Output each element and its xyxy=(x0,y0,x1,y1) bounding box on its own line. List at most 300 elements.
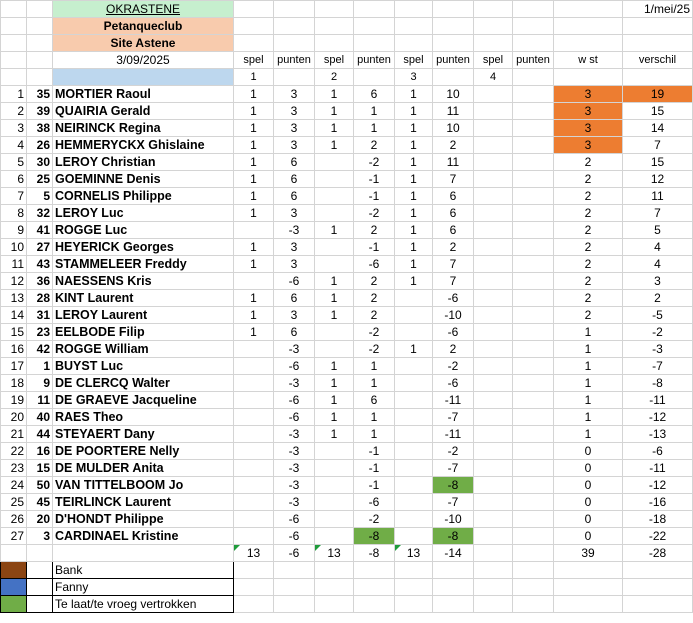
difference-cell[interactable]: -16 xyxy=(623,494,693,511)
difference-cell[interactable]: -8 xyxy=(623,375,693,392)
rank-cell[interactable]: 1 xyxy=(1,86,27,103)
score-cell[interactable] xyxy=(474,511,513,528)
difference-cell[interactable]: -11 xyxy=(623,392,693,409)
cell[interactable] xyxy=(433,1,474,18)
rank-cell[interactable]: 14 xyxy=(1,307,27,324)
score-cell[interactable] xyxy=(395,426,433,443)
score-cell[interactable]: -6 xyxy=(274,511,315,528)
score-cell[interactable] xyxy=(315,171,354,188)
score-cell[interactable] xyxy=(474,494,513,511)
score-cell[interactable] xyxy=(315,324,354,341)
score-cell[interactable] xyxy=(315,205,354,222)
wins-cell[interactable]: 1 xyxy=(554,341,623,358)
score-cell[interactable] xyxy=(234,494,274,511)
wins-cell[interactable]: 2 xyxy=(554,290,623,307)
total-cell[interactable]: -14 xyxy=(433,545,474,562)
score-cell[interactable] xyxy=(474,154,513,171)
cell[interactable] xyxy=(395,562,433,579)
cell[interactable] xyxy=(53,545,234,562)
score-cell[interactable] xyxy=(474,222,513,239)
player-number-cell[interactable]: 11 xyxy=(27,392,53,409)
player-name-cell[interactable]: KINT Laurent xyxy=(53,290,234,307)
rank-cell[interactable]: 24 xyxy=(1,477,27,494)
score-cell[interactable] xyxy=(234,511,274,528)
score-cell[interactable]: -6 xyxy=(274,358,315,375)
score-cell[interactable]: 1 xyxy=(315,290,354,307)
score-cell[interactable]: 7 xyxy=(433,171,474,188)
cell[interactable] xyxy=(554,579,623,596)
wins-cell[interactable]: 3 xyxy=(554,103,623,120)
score-cell[interactable] xyxy=(315,460,354,477)
cell[interactable] xyxy=(554,596,623,613)
score-cell[interactable]: -3 xyxy=(274,426,315,443)
score-cell[interactable] xyxy=(395,409,433,426)
score-cell[interactable] xyxy=(513,188,554,205)
player-number-cell[interactable]: 41 xyxy=(27,222,53,239)
cell[interactable] xyxy=(315,1,354,18)
cell[interactable] xyxy=(27,69,53,86)
score-cell[interactable]: 1 xyxy=(315,120,354,137)
score-cell[interactable]: 3 xyxy=(274,307,315,324)
score-cell[interactable] xyxy=(513,273,554,290)
score-cell[interactable] xyxy=(474,239,513,256)
cell[interactable] xyxy=(315,562,354,579)
cell[interactable] xyxy=(513,596,554,613)
score-cell[interactable]: 1 xyxy=(234,307,274,324)
difference-cell[interactable]: 5 xyxy=(623,222,693,239)
score-cell[interactable] xyxy=(234,273,274,290)
score-cell[interactable]: 1 xyxy=(234,120,274,137)
score-cell[interactable] xyxy=(513,239,554,256)
difference-cell[interactable]: 19 xyxy=(623,86,693,103)
total-cell[interactable] xyxy=(474,545,513,562)
score-cell[interactable]: 6 xyxy=(354,392,395,409)
score-cell[interactable]: 1 xyxy=(395,256,433,273)
score-cell[interactable]: 1 xyxy=(234,188,274,205)
score-cell[interactable] xyxy=(315,256,354,273)
score-cell[interactable]: -7 xyxy=(433,460,474,477)
score-cell[interactable] xyxy=(474,137,513,154)
score-cell[interactable]: 1 xyxy=(395,171,433,188)
score-cell[interactable]: 6 xyxy=(274,171,315,188)
score-cell[interactable] xyxy=(513,137,554,154)
difference-cell[interactable]: 11 xyxy=(623,188,693,205)
score-cell[interactable]: 3 xyxy=(274,256,315,273)
cell[interactable] xyxy=(395,1,433,18)
score-cell[interactable] xyxy=(474,273,513,290)
player-name-cell[interactable]: NAESSENS Kris xyxy=(53,273,234,290)
score-cell[interactable]: 1 xyxy=(315,103,354,120)
score-cell[interactable] xyxy=(234,341,274,358)
score-cell[interactable] xyxy=(513,528,554,545)
rank-cell[interactable]: 15 xyxy=(1,324,27,341)
score-cell[interactable]: 1 xyxy=(395,137,433,154)
cell[interactable] xyxy=(554,562,623,579)
rank-cell[interactable]: 20 xyxy=(1,409,27,426)
score-cell[interactable]: -2 xyxy=(354,341,395,358)
cell[interactable] xyxy=(274,1,315,18)
score-cell[interactable]: 1 xyxy=(395,239,433,256)
rank-cell[interactable]: 23 xyxy=(1,460,27,477)
score-cell[interactable]: -10 xyxy=(433,307,474,324)
cell[interactable] xyxy=(274,562,315,579)
col-wst[interactable]: w st xyxy=(554,52,623,69)
player-name-cell[interactable]: LEROY Christian xyxy=(53,154,234,171)
player-name-cell[interactable]: CORNELIS Philippe xyxy=(53,188,234,205)
score-cell[interactable]: 1 xyxy=(234,171,274,188)
score-cell[interactable]: 1 xyxy=(395,154,433,171)
rank-cell[interactable]: 18 xyxy=(1,375,27,392)
score-cell[interactable] xyxy=(513,341,554,358)
wins-cell[interactable]: 0 xyxy=(554,477,623,494)
score-cell[interactable] xyxy=(513,409,554,426)
cell[interactable] xyxy=(234,596,274,613)
score-cell[interactable] xyxy=(234,222,274,239)
cell[interactable] xyxy=(474,562,513,579)
player-number-cell[interactable]: 16 xyxy=(27,443,53,460)
score-cell[interactable] xyxy=(395,477,433,494)
score-cell[interactable] xyxy=(395,528,433,545)
wins-cell[interactable]: 2 xyxy=(554,307,623,324)
rank-cell[interactable]: 7 xyxy=(1,188,27,205)
player-name-cell[interactable]: STEYAERT Dany xyxy=(53,426,234,443)
total-wins-cell[interactable]: 39 xyxy=(554,545,623,562)
cell[interactable] xyxy=(354,596,395,613)
wins-cell[interactable]: 2 xyxy=(554,256,623,273)
cell[interactable] xyxy=(27,52,53,69)
score-cell[interactable]: -11 xyxy=(433,426,474,443)
score-cell[interactable]: -1 xyxy=(354,188,395,205)
difference-cell[interactable]: 7 xyxy=(623,137,693,154)
wins-cell[interactable]: 3 xyxy=(554,137,623,154)
total-cell[interactable]: -6 xyxy=(274,545,315,562)
score-cell[interactable]: 1 xyxy=(395,86,433,103)
score-cell[interactable]: 1 xyxy=(315,273,354,290)
wins-cell[interactable]: 2 xyxy=(554,239,623,256)
wins-cell[interactable]: 2 xyxy=(554,154,623,171)
col-punten-4[interactable]: punten xyxy=(513,52,554,69)
score-cell[interactable] xyxy=(474,460,513,477)
cell[interactable] xyxy=(474,596,513,613)
score-cell[interactable]: 1 xyxy=(354,358,395,375)
difference-cell[interactable]: 4 xyxy=(623,239,693,256)
player-name-cell[interactable]: D'HONDT Philippe xyxy=(53,511,234,528)
game-number-4[interactable]: 4 xyxy=(474,69,513,86)
player-name-cell[interactable]: LEROY Luc xyxy=(53,205,234,222)
cell[interactable] xyxy=(513,579,554,596)
cell[interactable] xyxy=(474,1,513,18)
score-cell[interactable] xyxy=(513,511,554,528)
score-cell[interactable] xyxy=(513,324,554,341)
score-cell[interactable] xyxy=(234,460,274,477)
score-cell[interactable] xyxy=(315,239,354,256)
col-verschil[interactable]: verschil xyxy=(623,52,693,69)
score-cell[interactable]: 1 xyxy=(315,392,354,409)
score-cell[interactable] xyxy=(513,256,554,273)
score-cell[interactable] xyxy=(513,222,554,239)
score-cell[interactable] xyxy=(513,171,554,188)
player-number-cell[interactable]: 36 xyxy=(27,273,53,290)
score-cell[interactable]: -3 xyxy=(274,341,315,358)
score-cell[interactable]: 7 xyxy=(433,256,474,273)
score-cell[interactable]: 2 xyxy=(354,222,395,239)
score-cell[interactable] xyxy=(234,426,274,443)
rank-cell[interactable]: 25 xyxy=(1,494,27,511)
score-cell[interactable] xyxy=(234,375,274,392)
score-cell[interactable]: 1 xyxy=(234,256,274,273)
score-cell[interactable]: 10 xyxy=(433,120,474,137)
score-cell[interactable]: -6 xyxy=(274,392,315,409)
score-cell[interactable]: 6 xyxy=(433,188,474,205)
cell[interactable] xyxy=(433,562,474,579)
score-cell[interactable] xyxy=(474,528,513,545)
score-cell[interactable]: 1 xyxy=(395,341,433,358)
total-cell[interactable]: 13 xyxy=(395,545,433,562)
score-cell[interactable]: 11 xyxy=(433,154,474,171)
score-cell[interactable] xyxy=(395,511,433,528)
score-cell[interactable]: 1 xyxy=(354,103,395,120)
score-cell[interactable]: -7 xyxy=(433,409,474,426)
score-cell[interactable]: -2 xyxy=(433,358,474,375)
cell[interactable] xyxy=(623,579,693,596)
player-name-cell[interactable]: GOEMINNE Denis xyxy=(53,171,234,188)
cell[interactable] xyxy=(315,596,354,613)
score-cell[interactable] xyxy=(395,392,433,409)
player-name-cell[interactable]: HEMMERYCKX Ghislaine xyxy=(53,137,234,154)
score-cell[interactable]: 1 xyxy=(315,426,354,443)
cell[interactable] xyxy=(27,579,53,596)
score-cell[interactable] xyxy=(395,324,433,341)
score-cell[interactable]: -8 xyxy=(354,528,395,545)
rank-cell[interactable]: 6 xyxy=(1,171,27,188)
club-name[interactable]: OKRASTENE xyxy=(53,1,234,18)
score-cell[interactable]: 3 xyxy=(274,205,315,222)
cell[interactable] xyxy=(234,562,274,579)
wins-cell[interactable]: 0 xyxy=(554,443,623,460)
player-number-cell[interactable]: 38 xyxy=(27,120,53,137)
score-cell[interactable]: -3 xyxy=(274,222,315,239)
rank-cell[interactable]: 22 xyxy=(1,443,27,460)
score-cell[interactable]: 6 xyxy=(354,86,395,103)
total-cell[interactable]: 13 xyxy=(315,545,354,562)
player-number-cell[interactable]: 39 xyxy=(27,103,53,120)
player-name-cell[interactable]: ROGGE William xyxy=(53,341,234,358)
score-cell[interactable]: -1 xyxy=(354,443,395,460)
score-cell[interactable] xyxy=(315,494,354,511)
player-name-cell[interactable]: VAN TITTELBOOM Jo xyxy=(53,477,234,494)
score-cell[interactable] xyxy=(513,477,554,494)
cell[interactable] xyxy=(27,18,53,35)
score-cell[interactable]: 1 xyxy=(395,188,433,205)
score-cell[interactable] xyxy=(474,188,513,205)
wins-cell[interactable]: 0 xyxy=(554,528,623,545)
score-cell[interactable]: -1 xyxy=(354,460,395,477)
cell[interactable] xyxy=(433,596,474,613)
score-cell[interactable] xyxy=(513,154,554,171)
player-name-cell[interactable]: RAES Theo xyxy=(53,409,234,426)
wins-cell[interactable]: 3 xyxy=(554,120,623,137)
score-cell[interactable]: -6 xyxy=(433,375,474,392)
cell[interactable] xyxy=(354,562,395,579)
total-cell[interactable]: -8 xyxy=(354,545,395,562)
score-cell[interactable] xyxy=(513,375,554,392)
player-name-cell[interactable]: NEIRINCK Regina xyxy=(53,120,234,137)
score-cell[interactable] xyxy=(513,358,554,375)
score-cell[interactable]: -6 xyxy=(274,528,315,545)
score-cell[interactable]: 1 xyxy=(315,358,354,375)
score-cell[interactable]: 2 xyxy=(354,137,395,154)
player-name-cell[interactable]: EELBODE Filip xyxy=(53,324,234,341)
player-number-cell[interactable]: 50 xyxy=(27,477,53,494)
score-cell[interactable]: 1 xyxy=(234,137,274,154)
score-cell[interactable] xyxy=(474,477,513,494)
score-cell[interactable]: -6 xyxy=(354,256,395,273)
difference-cell[interactable]: -2 xyxy=(623,324,693,341)
player-name-cell[interactable]: DE CLERCQ Walter xyxy=(53,375,234,392)
difference-cell[interactable]: 12 xyxy=(623,171,693,188)
difference-cell[interactable]: 15 xyxy=(623,103,693,120)
score-cell[interactable]: 1 xyxy=(395,273,433,290)
score-cell[interactable]: 3 xyxy=(274,103,315,120)
score-cell[interactable]: 3 xyxy=(274,86,315,103)
difference-cell[interactable]: 2 xyxy=(623,290,693,307)
score-cell[interactable]: -3 xyxy=(274,494,315,511)
score-cell[interactable]: 2 xyxy=(354,307,395,324)
score-cell[interactable] xyxy=(234,528,274,545)
player-number-cell[interactable]: 31 xyxy=(27,307,53,324)
wins-cell[interactable]: 1 xyxy=(554,409,623,426)
score-cell[interactable] xyxy=(474,120,513,137)
score-cell[interactable] xyxy=(474,341,513,358)
score-cell[interactable] xyxy=(474,205,513,222)
cell[interactable] xyxy=(234,1,274,18)
score-cell[interactable]: 1 xyxy=(234,205,274,222)
score-cell[interactable]: 2 xyxy=(354,273,395,290)
rank-cell[interactable]: 21 xyxy=(1,426,27,443)
player-name-cell[interactable]: CARDINAEL Kristine xyxy=(53,528,234,545)
difference-cell[interactable]: -12 xyxy=(623,409,693,426)
player-number-cell[interactable]: 43 xyxy=(27,256,53,273)
player-number-cell[interactable]: 42 xyxy=(27,341,53,358)
score-cell[interactable]: 6 xyxy=(433,205,474,222)
wins-cell[interactable]: 1 xyxy=(554,392,623,409)
score-cell[interactable] xyxy=(474,375,513,392)
cell[interactable] xyxy=(554,1,623,18)
score-cell[interactable] xyxy=(234,443,274,460)
difference-cell[interactable]: 15 xyxy=(623,154,693,171)
score-cell[interactable]: 1 xyxy=(395,120,433,137)
player-number-cell[interactable]: 27 xyxy=(27,239,53,256)
cell[interactable] xyxy=(1,545,27,562)
rank-cell[interactable]: 16 xyxy=(1,341,27,358)
score-cell[interactable] xyxy=(513,443,554,460)
player-name-cell[interactable]: TEIRLINCK Laurent xyxy=(53,494,234,511)
rank-cell[interactable]: 19 xyxy=(1,392,27,409)
cell[interactable] xyxy=(27,562,53,579)
difference-cell[interactable]: -3 xyxy=(623,341,693,358)
player-name-cell[interactable]: DE GRAEVE Jacqueline xyxy=(53,392,234,409)
score-cell[interactable]: -10 xyxy=(433,511,474,528)
rank-cell[interactable]: 2 xyxy=(1,103,27,120)
score-cell[interactable] xyxy=(513,460,554,477)
score-cell[interactable] xyxy=(315,188,354,205)
wins-cell[interactable]: 2 xyxy=(554,222,623,239)
score-cell[interactable] xyxy=(395,494,433,511)
player-number-cell[interactable]: 28 xyxy=(27,290,53,307)
cell[interactable] xyxy=(1,52,27,69)
wins-cell[interactable]: 2 xyxy=(554,273,623,290)
cell[interactable] xyxy=(27,35,53,52)
col-spel-4[interactable]: spel xyxy=(474,52,513,69)
difference-cell[interactable]: -18 xyxy=(623,511,693,528)
game-number-2[interactable]: 2 xyxy=(315,69,354,86)
score-cell[interactable]: 2 xyxy=(433,239,474,256)
cell[interactable] xyxy=(1,69,27,86)
player-number-cell[interactable]: 25 xyxy=(27,171,53,188)
difference-cell[interactable]: -12 xyxy=(623,477,693,494)
score-cell[interactable]: 1 xyxy=(234,324,274,341)
cell[interactable] xyxy=(513,1,554,18)
score-cell[interactable] xyxy=(395,375,433,392)
score-cell[interactable]: 7 xyxy=(433,273,474,290)
cell[interactable] xyxy=(395,596,433,613)
date-band[interactable] xyxy=(53,69,234,86)
rank-cell[interactable]: 26 xyxy=(1,511,27,528)
score-cell[interactable]: -8 xyxy=(433,528,474,545)
score-cell[interactable] xyxy=(513,392,554,409)
score-cell[interactable] xyxy=(395,307,433,324)
score-cell[interactable]: -3 xyxy=(274,460,315,477)
score-cell[interactable]: -6 xyxy=(274,409,315,426)
player-name-cell[interactable]: BUYST Luc xyxy=(53,358,234,375)
player-number-cell[interactable]: 30 xyxy=(27,154,53,171)
score-cell[interactable]: -2 xyxy=(354,324,395,341)
cell[interactable] xyxy=(354,579,395,596)
score-cell[interactable] xyxy=(395,290,433,307)
player-name-cell[interactable]: STAMMELEER Freddy xyxy=(53,256,234,273)
rank-cell[interactable]: 3 xyxy=(1,120,27,137)
rank-cell[interactable]: 8 xyxy=(1,205,27,222)
difference-cell[interactable]: -11 xyxy=(623,460,693,477)
player-number-cell[interactable]: 45 xyxy=(27,494,53,511)
score-cell[interactable]: -8 xyxy=(433,477,474,494)
cell[interactable] xyxy=(1,1,27,18)
score-cell[interactable]: -6 xyxy=(354,494,395,511)
score-cell[interactable] xyxy=(513,426,554,443)
site-name[interactable]: Site Astene xyxy=(53,35,234,52)
score-cell[interactable] xyxy=(474,426,513,443)
rank-cell[interactable]: 17 xyxy=(1,358,27,375)
score-cell[interactable] xyxy=(474,409,513,426)
score-cell[interactable] xyxy=(234,477,274,494)
score-cell[interactable]: 1 xyxy=(395,222,433,239)
score-cell[interactable]: -3 xyxy=(274,375,315,392)
score-cell[interactable]: 1 xyxy=(315,86,354,103)
col-spel-2[interactable]: spel xyxy=(315,52,354,69)
wins-cell[interactable]: 1 xyxy=(554,358,623,375)
score-cell[interactable] xyxy=(474,171,513,188)
score-cell[interactable] xyxy=(315,528,354,545)
cell[interactable] xyxy=(1,18,27,35)
score-cell[interactable] xyxy=(513,103,554,120)
score-cell[interactable] xyxy=(315,443,354,460)
player-number-cell[interactable]: 23 xyxy=(27,324,53,341)
club-subtitle[interactable]: Petanqueclub xyxy=(53,18,234,35)
wins-cell[interactable]: 2 xyxy=(554,171,623,188)
difference-cell[interactable]: 4 xyxy=(623,256,693,273)
rank-cell[interactable]: 27 xyxy=(1,528,27,545)
score-cell[interactable]: 1 xyxy=(234,86,274,103)
